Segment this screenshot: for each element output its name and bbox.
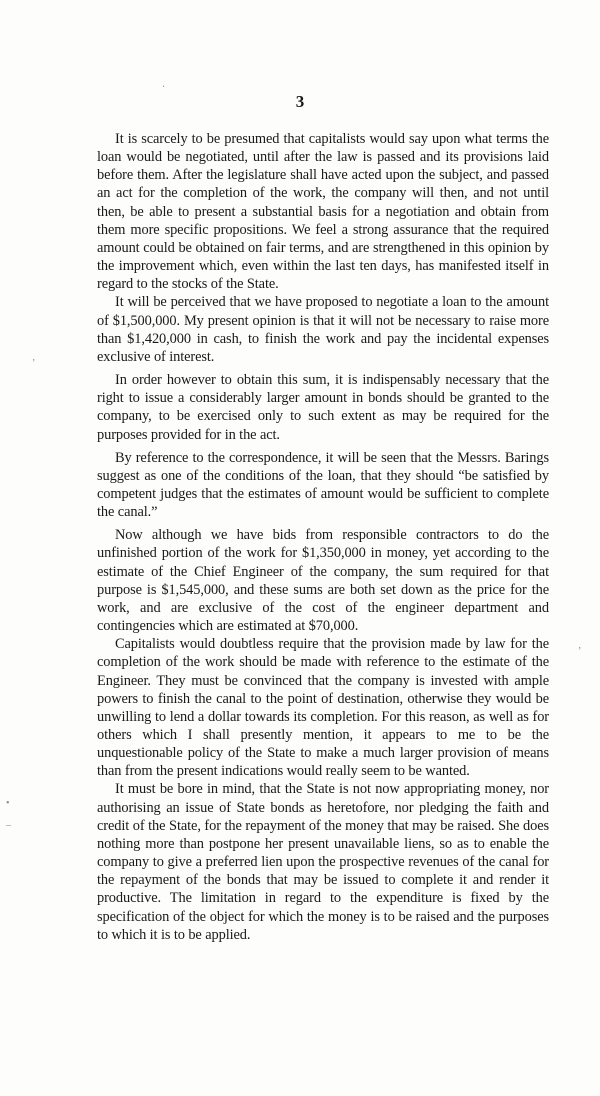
paragraph-loan-amount: It will be perceived that we have proposed to negotiate a loan to the amount of $1,500,000. My present opinion is that it will not be necessary to raise more than $1,420,000 in cash, to finish the work and pay the incidental expenses exclusive of interest. [97, 294, 549, 365]
page-number: 3 [295, 92, 305, 111]
margin-mark: • [6, 798, 10, 809]
paragraph-right-to-issue: In order however to obtain this sum, it is indispensably necessary that the right to issue a considerably larger amount in bonds should be granted to the company, to be exercised only to such extent as may be required for the purposes provided for in the act. [97, 372, 549, 443]
margin-mark: ‚ [32, 352, 36, 363]
paragraph-state-liens: It must be bore in mind, that the State is not now appropriating money, nor authorising an issue of State bonds as heretofore, nor pledging the faith and credit of the State, for the repayment of the money that may be raised. She does nothing more than postpone her present unavailable liens, so as to enable the company to give a preferred lien upon the prospective revenues of the canal for the repayment of the bonds that may be issued to complete it and render it productive. The limitation in regard to the expenditure is fixed by the specification of the object for which the money is to be raised and the purposes to which it is to be applied. [97, 781, 549, 943]
ink-speck: ‧ [162, 82, 166, 93]
paragraph-correspondence: By reference to the correspondence, it will be seen that the Messrs. Barings suggest as one of the conditions of the loan, that they should “be satisfied by competent judges that the estimates of amount would be sufficient to complete the canal.” [97, 449, 549, 521]
margin-mark: ‚ [578, 640, 582, 651]
margin-mark: – [6, 820, 11, 831]
paragraph-capitalists: Capitalists would doubtless require that the provision made by law for the completion of the work should be made with reference to the estimate of the Engineer. They must be convinced that the company is invested with ample powers to finish the canal to the point of destination, otherwise they would be unwilling to lend a dollar towards its completion. For this reason, as well as for others which I shall presently mention, it appears to me to be the unquestionable policy of the State to make a much larger provision of means than from the present indications would really seem to be wanted. [97, 636, 549, 780]
body-text [97, 130, 549, 944]
paragraph-contractor-bids: Now although we have bids from responsible contractors to do the unfinished portion of the work for $1,350,000 in money, yet according to the estimate of the Chief Engineer of the company, the sum required for that purpose is $1,545,000, and these sums are both set down as the price for the work, and are exclusive of the cost of the engineer department and contingencies which are estimated at $70,000. [97, 527, 549, 635]
paragraph-loan-terms: It is scarcely to be presumed that capitalists would say upon what terms the loan would be negotiated, until after the law is passed and its provisions laid before them. After the legislature shall have acted upon the subject, and passed an act for the completion of the work, the company will then, and not until then, be able to present a substantial basis for a negotiation and obtain from them more specific propositions. We feel a strong assurance that the required amount could be obtained on fair terms, and are strengthened in this opinion by the improvement which, even within the last ten days, has manifested itself in regard to the stocks of the State. [97, 131, 549, 293]
